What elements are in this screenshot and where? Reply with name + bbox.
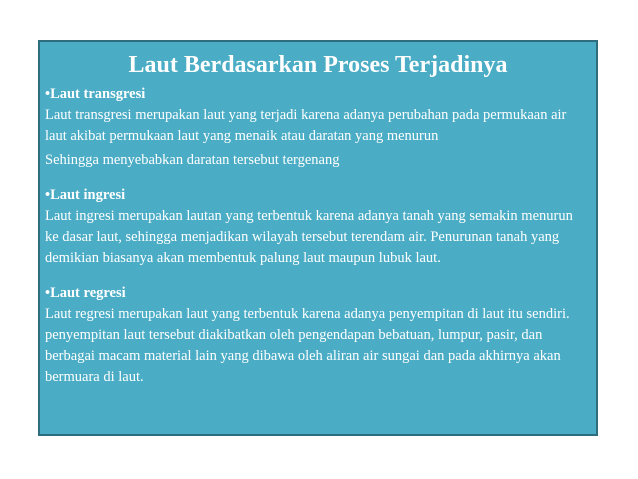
- section-text: Laut ingresi merupakan lautan yang terbentuk karena adanya tanah yang semakin menurun ke dasar laut, sehingga menjadikan wilayah tersebut terendam air. Penurunan tanah yang demikian biasanya akan membentuk palung laut maupun lubuk laut.: [45, 208, 573, 266]
- slide-body: [45, 84, 590, 388]
- section-heading: •Laut transgresi: [45, 86, 146, 102]
- section-heading: •Laut regresi: [45, 285, 126, 301]
- section-laut-regresi: [45, 283, 590, 388]
- section-heading: •Laut ingresi: [45, 187, 126, 203]
- slide-content-box: [38, 40, 598, 436]
- slide-title: Laut Berdasarkan Proses Terjadinya: [128, 52, 508, 78]
- section-laut-transgresi: [45, 84, 590, 171]
- section-laut-ingresi: [45, 185, 590, 269]
- section-extra-text: Sehingga menyebabkan daratan tersebut tergenang: [45, 152, 340, 168]
- section-text: Laut regresi merupakan laut yang terbentuk karena adanya penyempitan di laut itu sendiri. penyempitan laut tersebut diakibatkan oleh pengendapan bebatuan, lumpur, pasir, dan berbagai macam material lain yang dibawa oleh aliran air sungai dan pada akhirnya akan bermuara di laut.: [45, 306, 570, 385]
- section-text: Laut transgresi merupakan laut yang terjadi karena adanya perubahan pada permukaan air laut akibat permukaan laut yang menaik atau daratan yang menurun: [45, 107, 567, 144]
